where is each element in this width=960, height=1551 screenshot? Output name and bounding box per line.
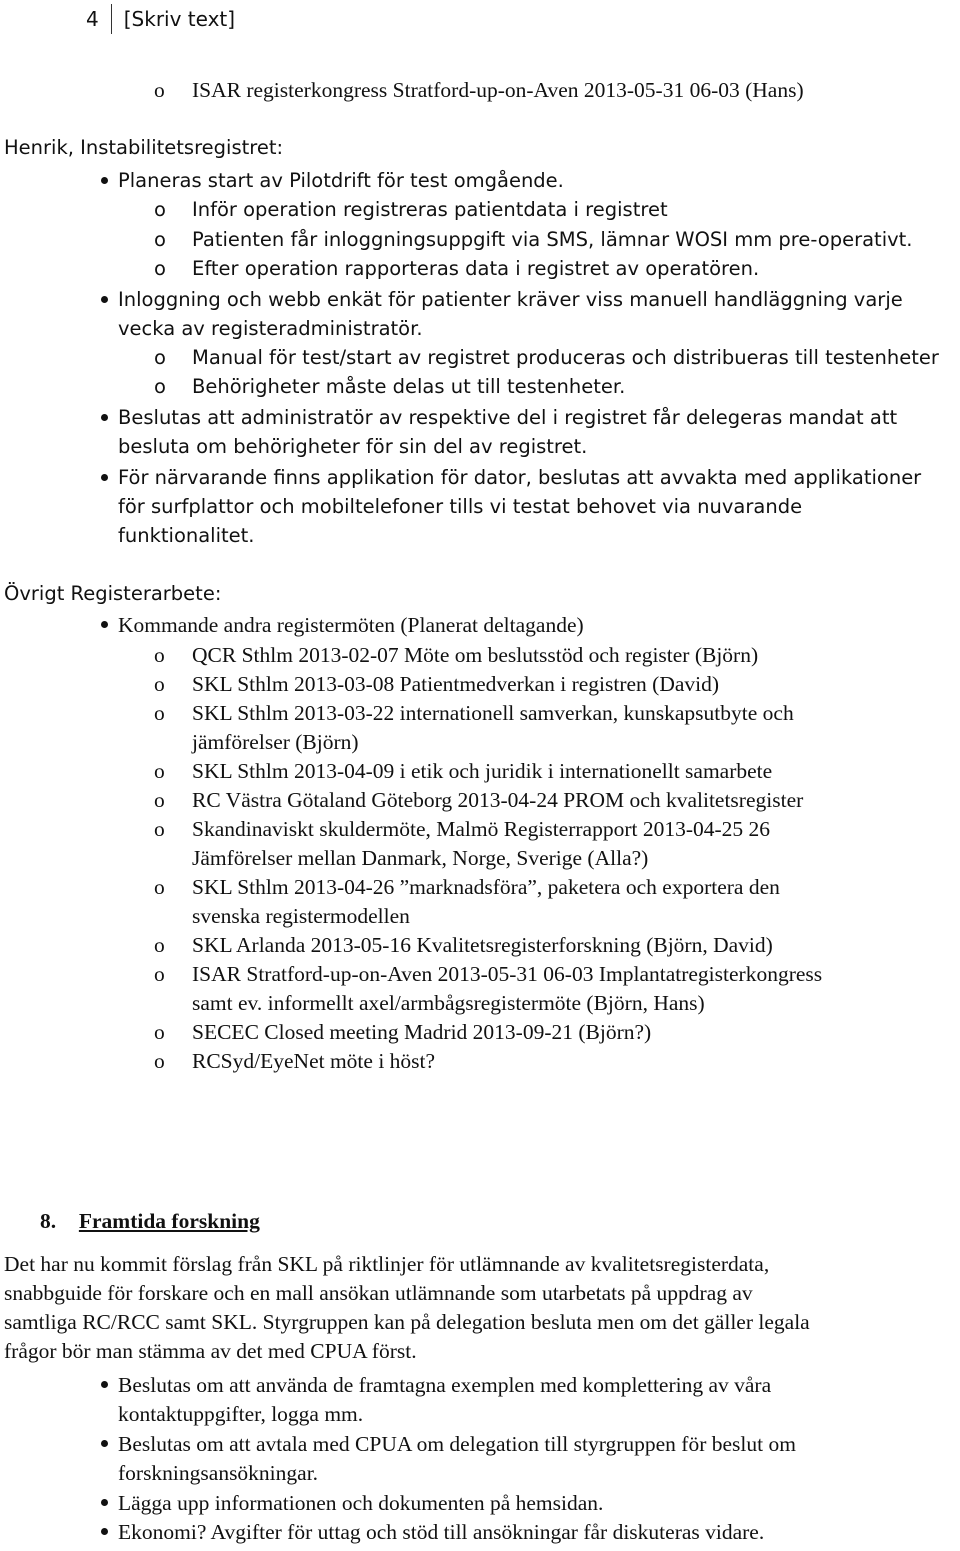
sub-bullet-marker: o [154,759,165,783]
henrik-item: För närvarande finns applikation för dator, beslutas att avvakta med applikationer [118,466,922,489]
henrik-item-cont: besluta om behörigheter för sin del av registret. [118,435,588,458]
meeting-item: SKL Sthlm 2013-04-26 ”marknadsföra”, paketera och exportera den [192,875,780,899]
paragraph-line: samtliga RC/RCC samt SKL. Styrgruppen kan på delegation besluta men om det gäller legala [4,1310,810,1334]
bullet-marker [101,1528,108,1535]
henrik-subitem: Manual för test/start av registret produceras och distribueras till testenheter [192,346,939,369]
sub-bullet-marker: o [154,1049,165,1073]
header-title: [Skriv text] [123,7,236,31]
header-divider [111,4,112,34]
bullet-marker [101,296,108,303]
henrik-item: Beslutas att administratör av respektive del i registret får delegeras mandat att [118,406,898,429]
paragraph-line: frågor bör man stämma av det med CPUA först. [4,1339,417,1363]
meeting-item: RCSyd/EyeNet möte i höst? [192,1049,436,1073]
ovrigt-heading: Övrigt Registerarbete: [4,582,222,605]
page-header [86,4,235,34]
meeting-item: RC Västra Götaland Göteborg 2013-04-24 PROM och kvalitetsregister [192,788,804,812]
decision-item: Lägga upp informationen och dokumenten på hemsidan. [118,1491,604,1515]
meeting-item-cont: samt ev. informellt axel/armbågsregistermöte (Björn, Hans) [192,991,705,1015]
bullet-marker [101,621,108,628]
henrik-heading: Henrik, Instabilitetsregistret: [4,136,284,159]
sub-bullet-marker: o [154,198,166,221]
bullet-marker [101,414,108,421]
sub-bullet-marker: o [154,817,165,841]
sub-bullet-marker: o [154,788,165,812]
sub-bullet-marker: o [154,346,166,369]
henrik-subitem: Patienten får inloggningsuppgift via SMS, lämnar WOSI mm pre-operativt. [192,228,913,251]
page-number: 4 [86,7,99,31]
meeting-item: QCR Sthlm 2013-02-07 Möte om beslutsstöd och register (Björn) [192,643,759,667]
sub-bullet-marker: o [154,375,166,398]
sub-bullet-marker: o [154,672,165,696]
sub-bullet-marker: o [154,875,165,899]
bullet-marker [101,1499,108,1506]
decision-item-cont: kontaktuppgifter, logga mm. [118,1402,364,1426]
meeting-item: SKL Sthlm 2013-04-09 i etik och juridik i internationellt samarbete [192,759,773,783]
paragraph-line: snabbguide för forskare och en mall ansökan utlämnande som utarbetats på uppdrag av [4,1281,753,1305]
bullet-marker [101,474,108,481]
sub-bullet-marker: o [154,962,165,986]
ovrigt-item: Kommande andra registermöten (Planerat deltagande) [118,613,584,637]
meeting-item-cont: jämförelser (Björn) [192,730,359,754]
section-heading [40,1207,260,1235]
section-title: Framtida forskning [78,1209,260,1233]
sub-bullet-marker: o [154,228,166,251]
sub-bullet-marker: o [154,257,166,280]
bullet-marker [101,1381,108,1388]
meeting-item-cont: Jämförelser mellan Danmark, Norge, Sverige (Alla?) [192,846,649,870]
section-number: 8. [40,1209,57,1233]
sub-bullet-marker: o [154,933,165,957]
henrik-item-cont: vecka av registeradministratör. [118,317,423,340]
henrik-item-cont: för surfplattor och mobiltelefoner tills vi testat behovet via nuvarande [118,495,803,518]
decision-item: Beslutas om att använda de framtagna exemplen med komplettering av våra [118,1373,772,1397]
meeting-item: SKL Sthlm 2013-03-08 Patientmedverkan i registren (David) [192,672,720,696]
meeting-item: SKL Arlanda 2013-05-16 Kvalitetsregisterforskning (Björn, David) [192,933,773,957]
henrik-item: Inloggning och webb enkät för patienter kräver viss manuell handläggning varje [118,288,903,311]
henrik-subitem: Inför operation registreras patientdata i registret [192,198,668,221]
henrik-item-cont: funktionalitet. [118,524,255,547]
decision-item-cont: forskningsansökningar. [118,1461,319,1485]
meeting-item: SECEC Closed meeting Madrid 2013-09-21 (Björn?) [192,1020,652,1044]
henrik-item: Planeras start av Pilotdrift för test omgående. [118,169,564,192]
meeting-item: SKL Sthlm 2013-03-22 internationell samverkan, kunskapsutbyte och [192,701,794,725]
sub-bullet-marker: o [154,78,165,102]
meeting-item-cont: svenska registermodellen [192,904,410,928]
decision-item: Ekonomi? Avgifter för uttag och stöd till ansökningar får diskuteras vidare. [118,1520,765,1544]
sub-bullet-marker: o [154,701,165,725]
meeting-item: ISAR Stratford-up-on-Aven 2013-05-31 06-03 Implantatregisterkongress [192,962,823,986]
top-item-text: ISAR registerkongress Stratford-up-on-Aven 2013-05-31 06-03 (Hans) [192,78,804,102]
bullet-marker [101,1440,108,1447]
sub-bullet-marker: o [154,643,165,667]
sub-bullet-marker: o [154,1020,165,1044]
bullet-marker [101,177,108,184]
meeting-item: Skandinaviskt skuldermöte, Malmö Registerrapport 2013-04-25 26 [192,817,771,841]
paragraph-line: Det har nu kommit förslag från SKL på riktlinjer för utlämnande av kvalitetsregisterdata, [4,1252,770,1276]
henrik-subitem: Efter operation rapporteras data i registret av operatören. [192,257,760,280]
decision-item: Beslutas om att avtala med CPUA om delegation till styrgruppen för beslut om [118,1432,796,1456]
henrik-subitem: Behörigheter måste delas ut till testenheter. [192,375,626,398]
